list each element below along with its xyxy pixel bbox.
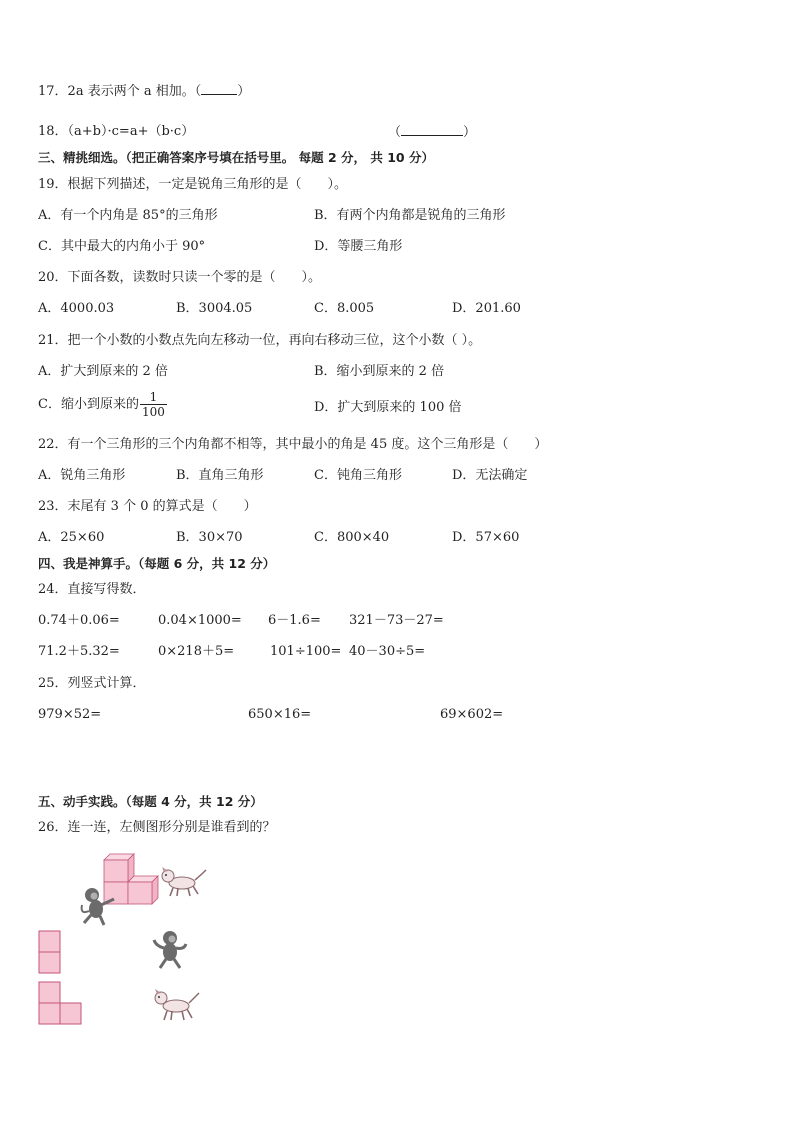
section-3-heading: 三、精挑细选。（把正确答案序号填在括号里。 每题 2 分， 共 10 分） [38,150,434,165]
q23-option-b[interactable]: B．30×70 [176,530,243,545]
q20-option-a[interactable]: A．4000.03 [38,301,115,316]
monkey-icon [78,885,118,927]
question-25: 25．列竖式计算． [38,676,146,691]
q18-answer [388,123,476,142]
q21-option-a[interactable]: A．扩大到原来的 2 倍 [38,364,168,379]
calc-item: 0×218＋5= [158,644,235,659]
calc-item: 101÷100= [270,644,342,659]
q21-option-b[interactable]: B．缩小到原来的 2 倍 [314,364,445,379]
l-shape-three-cube-view [38,981,84,1025]
calc-item: 40－30÷5= [349,644,426,659]
calc-item: 0.74＋0.06= [38,613,120,628]
q18-paren-open: （ [388,125,402,140]
question-22: 22．有一个三角形的三个内角都不相等，其中最小的角是 45 度。这个三角形是（ ） [38,437,548,452]
calc-item: 0.04×1000= [158,613,242,628]
vertical-calc-item: 650×16= [248,707,312,722]
q17-text: 17．2a 表示两个 a 相加。（ [38,84,202,99]
q18-text: 18．（a+b）·c=a+（b·c） [38,124,195,139]
q18-paren-close: ） [463,125,477,140]
question-18 [38,123,194,141]
monkey-icon[interactable] [150,928,190,970]
question-19: 19．根据下列描述，一定是锐角三角形的是（ ）。 [38,177,348,192]
fraction-numerator: 1 [140,390,167,405]
question-20: 20．下面各数，读数时只读一个零的是（ ）。 [38,270,322,285]
two-cube-vertical-view [38,930,62,974]
vertical-calc-item: 979×52= [38,707,102,722]
q19-option-d[interactable]: D．等腰三角形 [314,239,403,254]
q19-option-c[interactable]: C．其中最大的内角小于 90° [38,239,206,254]
question-17 [38,82,250,101]
section-4-heading: 四、我是神算手。（每题 6 分，共 12 分） [38,556,276,571]
q17-answer-blank[interactable] [201,82,237,95]
calc-item: 321－73－27= [349,613,444,628]
section-5-heading: 五、动手实践。（每题 4 分，共 12 分） [38,794,263,809]
q18-answer-blank[interactable] [401,123,463,136]
question-23: 23．末尾有 3 个 0 的算式是（ ） [38,499,257,514]
q22-option-c[interactable]: C．钝角三角形 [314,468,402,483]
q19-option-b[interactable]: B．有两个内角都是锐角的三角形 [314,208,506,223]
q22-option-a[interactable]: A．锐角三角形 [38,468,126,483]
question-21: 21．把一个小数的小数点先向左移动一位，再向右移动三位，这个小数（ ）。 [38,333,482,348]
q21-option-c[interactable] [38,389,167,421]
calc-item: 6－1.6= [268,613,321,628]
q17-paren-close: ） [237,84,251,99]
q23-option-a[interactable]: A．25×60 [38,530,105,545]
q23-option-c[interactable]: C．800×40 [314,530,390,545]
dog-icon [160,866,208,898]
q23-option-d[interactable]: D．57×60 [452,530,520,545]
q22-option-d[interactable]: D．无法确定 [452,468,528,483]
vertical-calc-item: 69×602= [440,707,504,722]
q20-option-c[interactable]: C．8.005 [314,301,375,316]
q22-option-b[interactable]: B．直角三角形 [176,468,264,483]
question-26: 26．连一连，左侧图形分别是谁看到的？ [38,820,276,835]
q21-option-c-label: C．缩小到原来的 [38,397,139,412]
q21-option-d[interactable]: D．扩大到原来的 100 倍 [314,400,462,415]
q20-option-b[interactable]: B．3004.05 [176,301,253,316]
q20-option-d[interactable]: D．201.60 [452,301,521,316]
calc-item: 71.2＋5.32= [38,644,120,659]
fraction-one-hundredth [140,390,167,419]
q19-option-a[interactable]: A．有一个内角是 85°的三角形 [38,208,218,223]
dog-icon[interactable] [152,988,200,1022]
question-24: 24．直接写得数． [38,582,146,597]
fraction-denominator: 100 [141,405,165,419]
